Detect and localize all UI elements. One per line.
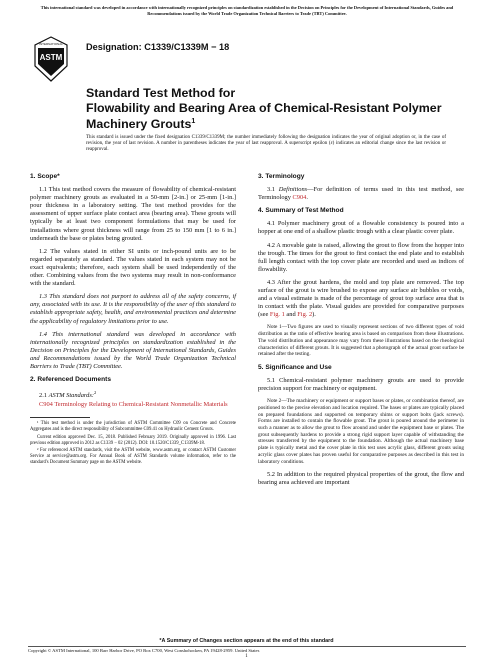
para-1-1: 1.1 This test method covers the measure of flowability of chemical-resistant polymer machinery grouts as evaluated in a 50-mm [2-in.] or 25-mm [1-in.] pour thickness in a laboratory setting. The test method provides for the assessment of upper surface plate contact area (bearing area). These grouts will typically be at least two component formulations that may be used for installations where grout thickness will range from 25 to 150 mm [1 to 6 in.] underneath the base or plates being grouted.	[30, 186, 236, 242]
title-line-2: Flowability and Bearing Area of Chemical-Resistant Polymer	[86, 100, 442, 115]
title-line-1: Standard Test Method for	[86, 86, 236, 100]
footnote-2: ² For referenced ASTM standards, visit the ASTM website, www.astm.org, or contact ASTM Customer Service at service@astm.org. For Annual Book of ASTM Standards volume information, refer to the standard's Document Summary page on the ASTM website.	[30, 448, 236, 465]
fig-2-link[interactable]: Fig. 2	[297, 311, 313, 319]
summary-of-changes-note: *A Summary of Changes section appears at the end of this standard	[159, 638, 334, 644]
copyright: Copyright © ASTM International, 100 Barr Harbor Drive, PO Box C700, West Conshohocken, PA 19428-2959. United States	[28, 648, 260, 653]
bottom-divider	[28, 646, 466, 647]
referenced-docs-heading: 2. Referenced Documents	[30, 376, 111, 384]
para-5-2: 5.2 In addition to the required physical properties of the grout, the flow and bearing area achieved are important	[258, 471, 464, 487]
footnote-1b: Current edition approved Dec. 15, 2018. Published February 2019. Originally approved in 1996. Last previous edition approved in 2012 as C1339 − 02 (2012). DOI: 10.1520/C1339_C1339M-18.	[30, 434, 236, 446]
para-4-1: 4.1 Polymer machinery grout of a flowable consistency is poured into a hopper at one end of a shallow plastic trough with a clear plastic cover plate.	[258, 220, 464, 236]
note-1: Note 1—Two figures are used to visually represent sections of two different types of void distribution as the ratio of effective bearing area is based on comparison from these illustrations. The void distribution and appearance may vary from these illustrations based on the rheological characteristics of different grouts. It is suggested that a photograph of the actual grout surface be retained after the testing.	[258, 324, 464, 358]
para-4-3: 4.3 After the grout hardens, the mold and top plate are removed. The top surface of the grout is wire brushed to expose any surface air bubbles or voids, and a visual estimate is made of the percentage of grout top surface area that is in contact with the plate. Visual guides are provided for comparative purposes (see Fig. 1 and Fig. 2).	[258, 278, 464, 319]
svg-text:INTERNATIONAL: INTERNATIONAL	[39, 42, 63, 46]
para-2-1: 2.1 ASTM Standards:$^2$	[39, 390, 97, 400]
para-3-1: 3.1 Definitions—For definition of terms used in this test method, see Terminology C904.	[258, 186, 464, 202]
significance-heading: 5. Significance and Use	[258, 363, 332, 371]
right-column	[258, 170, 464, 492]
para-1-2: 1.2 The values stated in either SI units or inch-pound units are to be regarded separately as standard. The values stated in each system may not be exact equivalents; therefore, each system shall be used independently of the other. Combining values from the two systems may result in non-conformance with the standard.	[30, 247, 236, 288]
issued-statement: This standard is issued under the fixed designation C1339/C1339M; the number immediately following the designation indicates the year of original adoption or, in the case of revision, the year of last revision. A number in parentheses indicates the year of last reapproval. A superscript epsilon (ε) indicates an editorial change since the last revision or reapproval.	[86, 135, 446, 153]
document-title	[86, 86, 456, 132]
ref-link-c904[interactable]: C904	[39, 401, 53, 409]
title-footnote-ref[interactable]: 1	[191, 118, 196, 126]
footnote-divider	[30, 417, 90, 418]
para-1-4: 1.4 This international standard was developed in accordance with internationally recognized principles on standardization established in the Decision on Principles for the Development of International Standards, Guides and Recommendations issued by the World Trade Organization Technical Barriers to Trade (TBT) Committee.	[30, 330, 236, 370]
terminology-link-c904[interactable]: C904	[292, 194, 307, 202]
page-number: 1	[245, 654, 248, 659]
terminology-heading: 3. Terminology	[258, 173, 305, 180]
note-2: Note 2—The machinery or equipment or support bases or plates, or combination thereof, are positioned to the precise elevation and location required. The bases or plates are typically placed on prepared foundations and supported on temporary shims or support bolts (jack screws). Forms are installed to contain the flowable grout. The grout is poured around the perimeter in such a manner as to allow the grout to flow around and under the equipment base or plates. The grout subsequently hardens to provide a strong rigid support layer capable of withstanding the stresses transferred by the equipment to the foundation. Although the actual machinery base plate is typically metal and the cover plate in this test uses acrylic glass, different grouts using acrylic glass cover plates has proven useful for comparative purposes as described in this test in laboratory conditions.	[258, 398, 464, 465]
para-1-3: 1.3 This standard does not purport to address all of the safety concerns, if any, associated with its use. It is the responsibility of the user of this standard to establish appropriate safety, health, and environmental practices and determine the applicability of regulatory limitations prior to use.	[30, 293, 236, 325]
para-4-2: 4.2 A movable gate is raised, allowing the grout to flow from the hopper into the trough. The times for the grout to first contact the end plate and to establish full length contact with the top cover plate are recorded and used as indices of flowability.	[258, 241, 464, 273]
svg-text:ASTM: ASTM	[39, 53, 63, 62]
para-5-1: 5.1 Chemical-resistant polymer machinery grouts are used to provide precision support for machinery or equipment.	[258, 377, 464, 393]
left-column	[30, 170, 236, 467]
summary-heading: 4. Summary of Test Method	[258, 207, 344, 215]
ref-item-c904: C904 Terminology Relating to Chemical-Resistant Nonmetallic Materials	[39, 401, 228, 409]
title-line-3: Machinery Grouts	[86, 117, 192, 132]
astm-logo-icon	[34, 36, 68, 82]
footnote-1: ¹ This test method is under the jurisdiction of ASTM Committee C09 on Concrete and Concrete Aggregates and is the direct responsibility of Subcommittee C09.41 on Hydraulic Cement Grouts.	[30, 421, 236, 433]
fig-1-link[interactable]: Fig. 1	[269, 311, 285, 319]
designation: Designation: C1339/C1339M − 18	[86, 42, 230, 52]
top-notice: This international standard was developed in accordance with internationally recognized principles on standardization established in the Decision on Principles for the Development of International Standards, Guides and Recommendations issued by the World Trade Organization Technical Barriers to Trade (TBT) Committee.	[40, 5, 454, 16]
scope-heading: 1. Scope*	[30, 173, 60, 180]
